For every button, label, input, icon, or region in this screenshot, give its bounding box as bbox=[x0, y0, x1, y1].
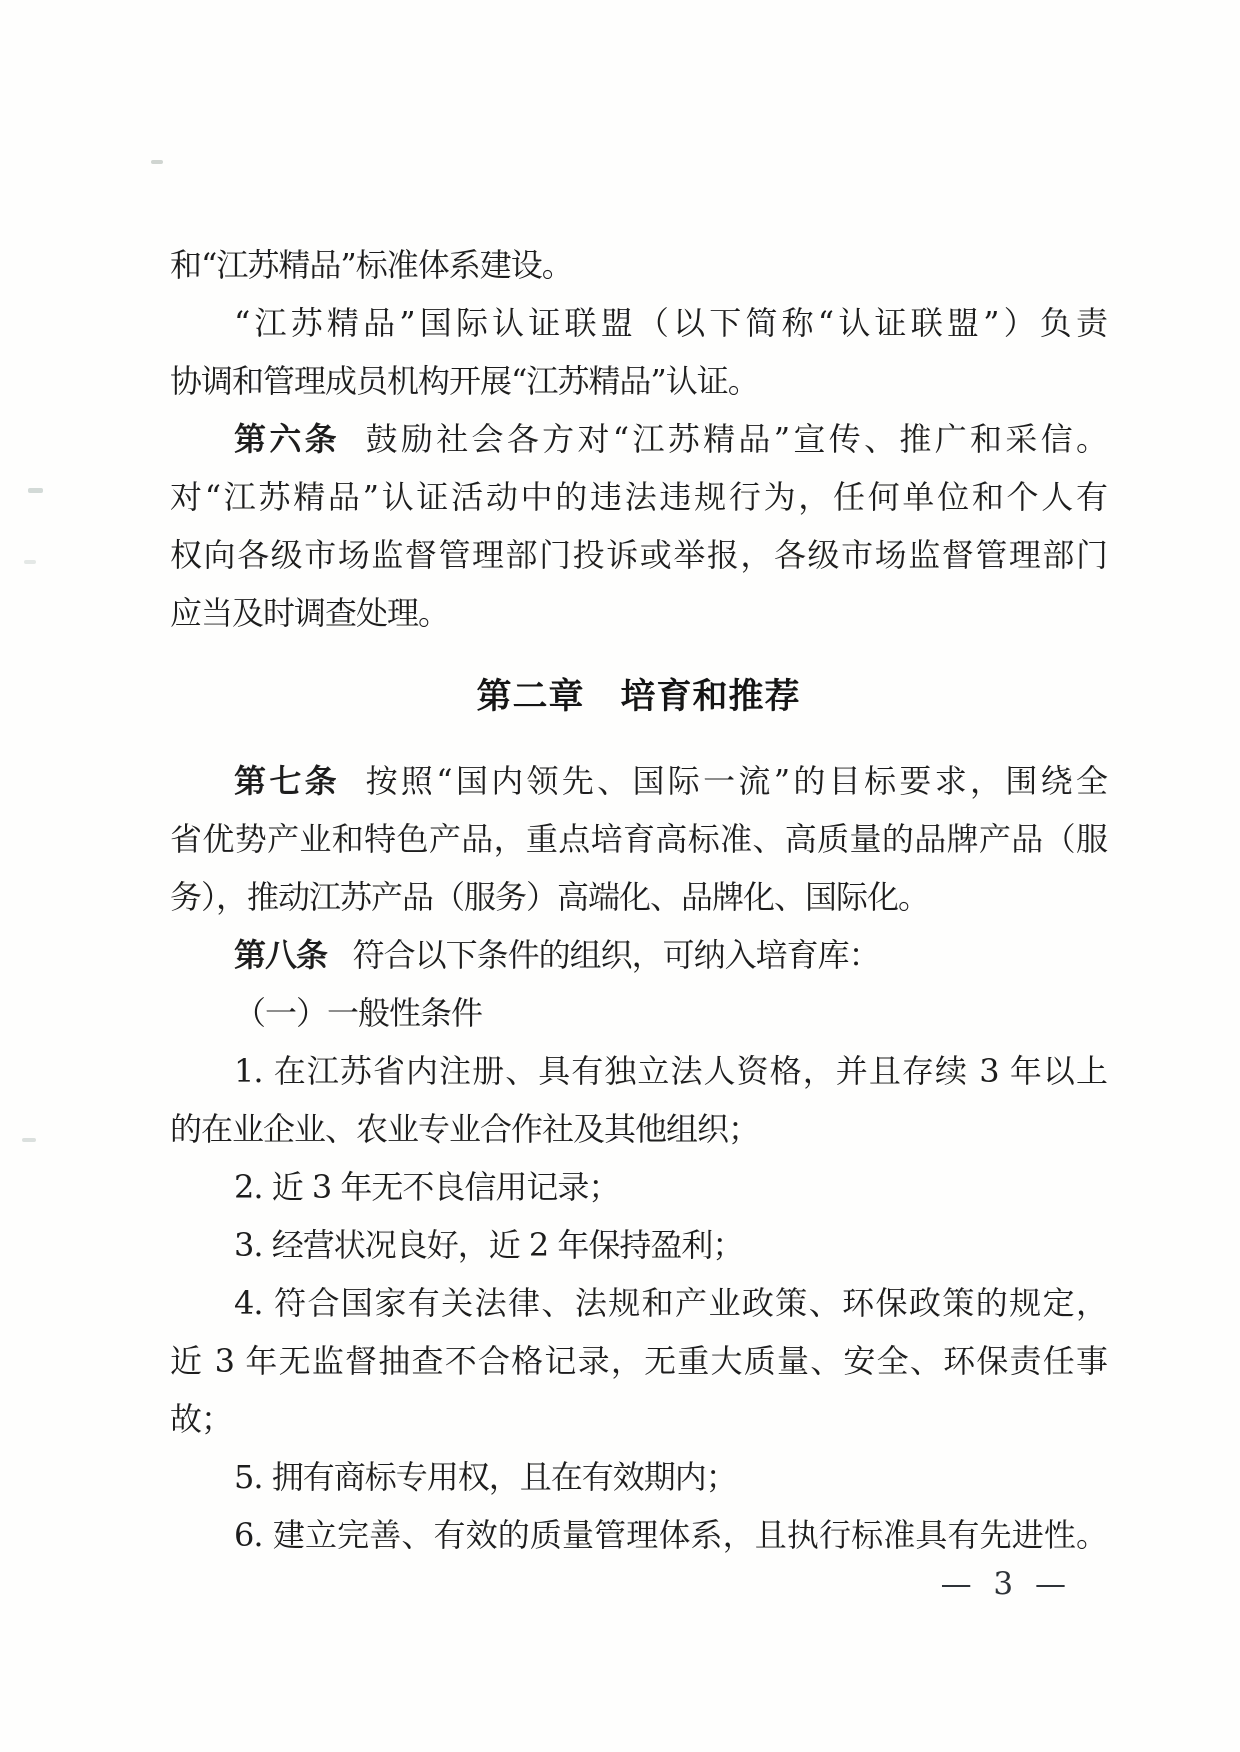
document-line: 4. 符合国家有关法律、法规和产业政策、环保政策的规定， bbox=[234, 1284, 1107, 1322]
article-number: 第八条 bbox=[234, 936, 328, 974]
document-line: 近 3 年无监督抽查不合格记录，无重大质量、安全、环保责任事 bbox=[170, 1342, 1107, 1380]
document-line: 故； bbox=[170, 1400, 233, 1438]
article-text: 按照“国内领先、国际一流”的目标要求，围绕全 bbox=[365, 762, 1107, 800]
document-line: 协调和管理成员机构开展“江苏精品”认证。 bbox=[170, 362, 759, 400]
document-line: 权向各级市场监督管理部门投诉或举报，各级市场监督管理部门 bbox=[170, 536, 1107, 574]
document-line bbox=[170, 752, 1107, 810]
document-line bbox=[170, 926, 1107, 984]
document-line: 2. 近 3 年无不良信用记录； bbox=[234, 1168, 620, 1206]
scan-speck bbox=[24, 560, 36, 564]
document-line: 务），推动江苏产品（服务）高端化、品牌化、国际化。 bbox=[170, 878, 930, 916]
document-line: 应当及时调查处理。 bbox=[170, 594, 450, 632]
document-body bbox=[170, 236, 1107, 1564]
document-line: 的在业企业、农业专业合作社及其他组织； bbox=[170, 1110, 760, 1148]
document-line: 对“江苏精品”认证活动中的违法违规行为，任何单位和个人有 bbox=[170, 478, 1107, 516]
article-number: 第六条 bbox=[234, 420, 340, 458]
article-number: 第七条 bbox=[234, 762, 340, 800]
document-line: 5. 拥有商标专用权，且在有效期内； bbox=[234, 1458, 737, 1496]
article-text: 鼓励社会各方对“江苏精品”宣传、推广和采信。 bbox=[365, 420, 1107, 458]
chapter-heading: 第二章 培育和推荐 bbox=[476, 677, 801, 717]
document-line: “江苏精品”国际认证联盟（以下简称“认证联盟”）负责 bbox=[234, 304, 1107, 342]
document-line: 和“江苏精品”标准体系建设。 bbox=[170, 246, 573, 284]
document-line: 6. 建立完善、有效的质量管理体系，且执行标准具有先进性。 bbox=[234, 1516, 1107, 1554]
scan-speck bbox=[28, 488, 43, 493]
scan-speck bbox=[151, 160, 163, 164]
document-line: （一）一般性条件 bbox=[234, 994, 483, 1032]
scan-speck bbox=[22, 1138, 36, 1142]
page-number: — 3 — bbox=[940, 1566, 1072, 1602]
article-text: 符合以下条件的组织，可纳入培育库： bbox=[352, 936, 880, 974]
document-line: 3. 经营状况良好，近 2 年保持盈利； bbox=[234, 1226, 744, 1264]
document-line bbox=[170, 410, 1107, 468]
document-line: 1. 在江苏省内注册、具有独立法人资格，并且存续 3 年以上 bbox=[234, 1052, 1107, 1090]
document-line: 省优势产业和特色产品，重点培育高标准、高质量的品牌产品（服 bbox=[170, 820, 1107, 858]
